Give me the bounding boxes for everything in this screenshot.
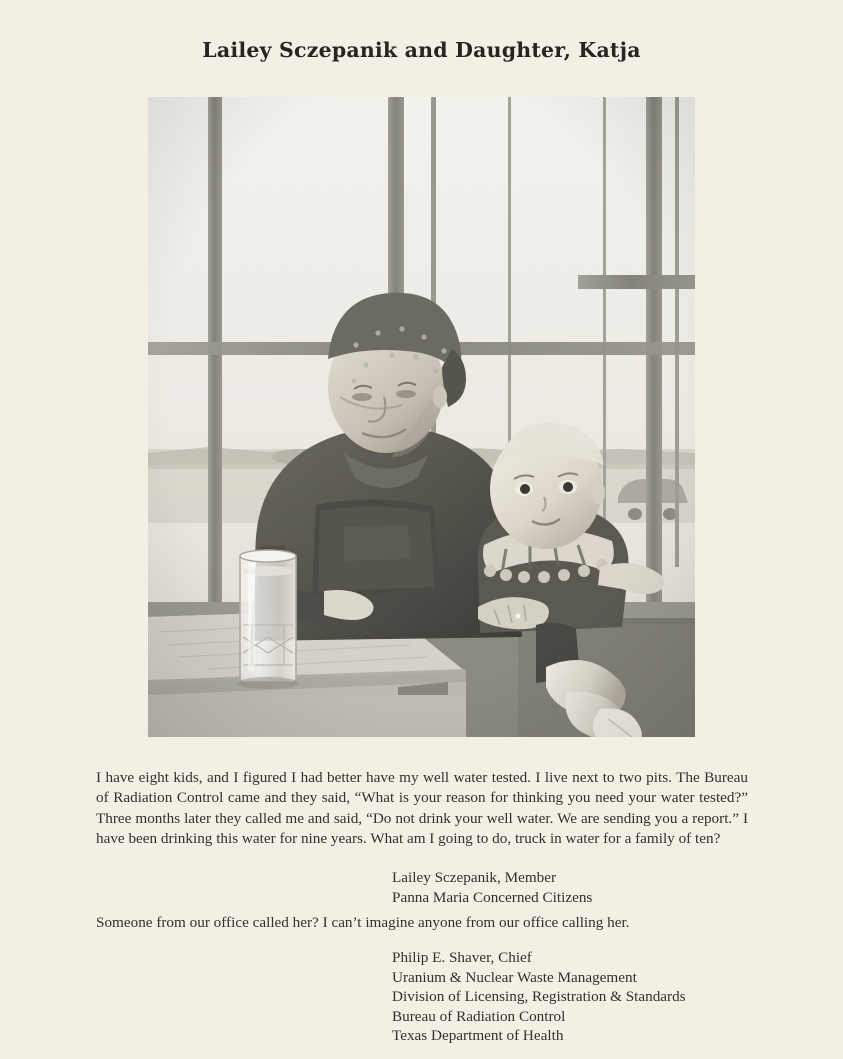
attribution-line: Lailey Sczepanik, Member [392, 869, 557, 886]
attribution-block-one [392, 868, 792, 907]
quote-paragraph-two: Someone from our office called her? I can’t imagine anyone from our office calling her. [96, 914, 630, 931]
page-title: Lailey Sczepanik and Daughter, Katja [202, 38, 641, 62]
attribution-line: Panna Maria Concerned Citizens [392, 888, 593, 906]
attribution-line: Philip E. Shaver, Chief [392, 949, 532, 966]
photograph [148, 97, 695, 737]
quote-paragraph-one: I have eight kids, and I figured I had better have my well water tested. I live next to two pits. The Bureau of Radiation Control came and they said, “What is your reason for thinking you need your water tested?” Three months later they called me and said, “Do not drink your well water. We are sending you a report.” I have been drinking this water for nine years. What am I going to do, truck in water for a family of ten? [96, 769, 748, 848]
attribution-line: Bureau of Radiation Control [392, 1007, 566, 1025]
attribution-line: Texas Department of Health [392, 1027, 564, 1045]
attribution-line: Division of Licensing, Registration & Standards [392, 988, 686, 1006]
attribution-block-two [392, 948, 792, 1046]
attribution-line: Uranium & Nuclear Waste Management [392, 968, 637, 986]
photograph-image [148, 97, 695, 737]
